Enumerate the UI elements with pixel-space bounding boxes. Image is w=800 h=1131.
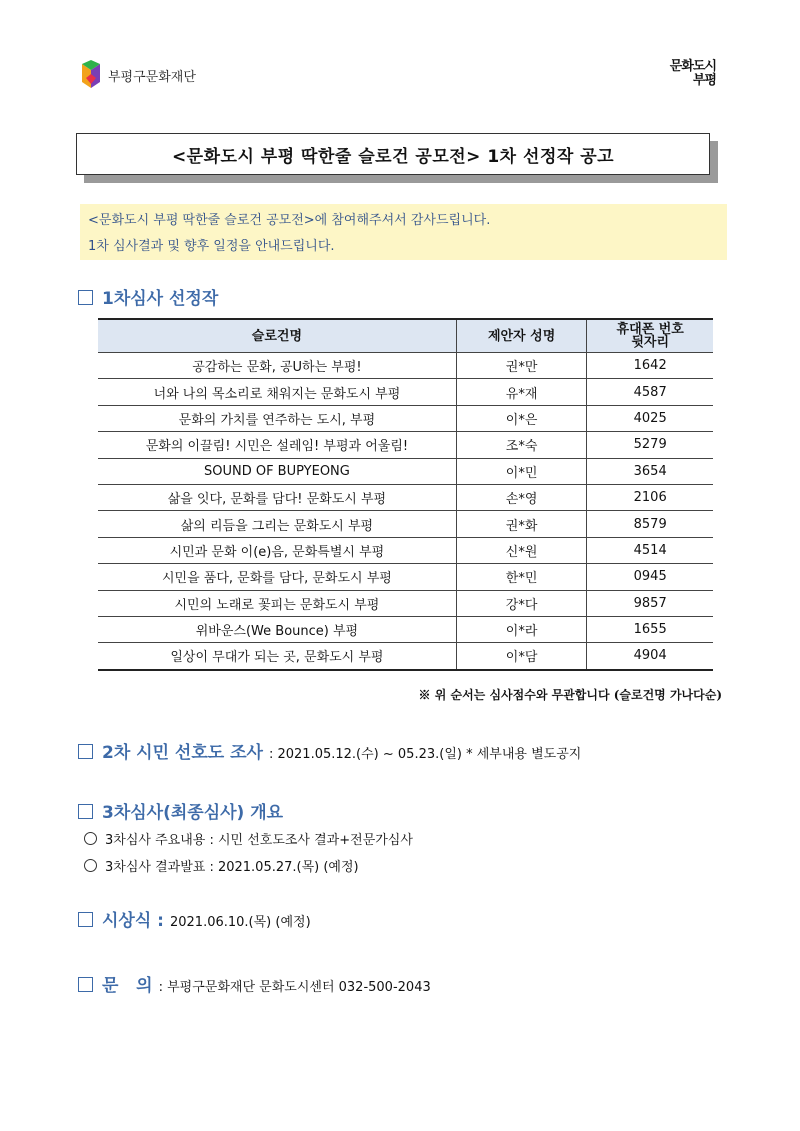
section-3-bullet-2 <box>84 856 359 875</box>
proposer-cell: 권*화 <box>456 511 587 537</box>
section-2-detail: : 2021.05.12.(수) ~ 05.23.(일) * 세부내용 별도공지 <box>268 747 582 762</box>
header-proposer: 제안자 성명 <box>456 319 587 353</box>
proposer-cell: 조*숙 <box>456 432 587 458</box>
intro-line-1: <문화도시 부평 딱한줄 슬로건 공모전>에 참여해주셔서 감사드립니다. <box>88 213 491 228</box>
phone-cell: 9857 <box>587 590 713 616</box>
city-logo-top: 문화도시 <box>669 59 716 74</box>
section-2-heading <box>78 738 581 763</box>
slogan-cell: 일상이 무대가 되는 곳, 문화도시 부평 <box>98 643 456 670</box>
slogan-cell: 시민과 문화 이(e)음, 문화특별시 부평 <box>98 537 456 563</box>
proposer-cell: 손*영 <box>456 484 587 510</box>
proposer-cell: 유*재 <box>456 379 587 405</box>
section-4-title: 시상식 : <box>102 911 164 931</box>
section-5-detail: : 부평구문화재단 문화도시센터 032-500-2043 <box>158 980 431 995</box>
slogan-cell: 시민의 노래로 꽃피는 문화도시 부평 <box>98 590 456 616</box>
slogan-cell: 위바운스(We Bounce) 부평 <box>98 616 456 642</box>
bullet-text: 3차심사 주요내용 : 시민 선호도조사 결과+전문가심사 <box>105 833 413 848</box>
circle-bullet-icon <box>84 859 97 872</box>
table-row <box>98 590 713 616</box>
table-row <box>98 484 713 510</box>
circle-bullet-icon <box>84 832 97 845</box>
phone-cell: 1655 <box>587 616 713 642</box>
title-banner <box>76 133 710 175</box>
proposer-cell: 이*민 <box>456 458 587 484</box>
header-slogan: 슬로건명 <box>98 319 456 353</box>
section-5-heading <box>78 971 431 996</box>
checkbox-square-icon <box>78 744 93 759</box>
slogan-cell: 공감하는 문화, 공U하는 부평! <box>98 353 456 379</box>
phone-cell: 5279 <box>587 432 713 458</box>
order-note: ※ 위 순서는 심사점수와 무관합니다 (슬로건명 가나다순) <box>418 688 722 702</box>
table-row <box>98 537 713 563</box>
proposer-cell: 한*민 <box>456 564 587 590</box>
checkbox-square-icon <box>78 912 93 927</box>
slogan-table <box>98 318 713 671</box>
slogan-cell: 삶의 리듬을 그리는 문화도시 부평 <box>98 511 456 537</box>
slogan-cell: 문화의 이끌림! 시민은 설레임! 부평과 어울림! <box>98 432 456 458</box>
section-3-title: 3차심사(최종심사) 개요 <box>102 803 284 823</box>
checkbox-square-icon <box>78 804 93 819</box>
org-name: 부평구문화재단 <box>108 69 196 85</box>
proposer-cell: 이*라 <box>456 616 587 642</box>
foundation-logo <box>80 60 196 90</box>
phone-cell: 4587 <box>587 379 713 405</box>
proposer-cell: 강*다 <box>456 590 587 616</box>
table-row <box>98 511 713 537</box>
phone-cell: 4514 <box>587 537 713 563</box>
section-4-heading <box>78 906 311 931</box>
slogan-cell: SOUND OF BUPYEONG <box>98 458 456 484</box>
section-4-detail: 2021.06.10.(목) (예정) <box>169 915 311 930</box>
checkbox-square-icon <box>78 290 93 305</box>
section-1-heading <box>78 284 218 309</box>
slogan-cell: 너와 나의 목소리로 채워지는 문화도시 부평 <box>98 379 456 405</box>
city-logo <box>670 60 716 88</box>
table-row <box>98 405 713 431</box>
table-row <box>98 643 713 670</box>
header-phone <box>587 319 713 353</box>
phone-cell: 4904 <box>587 643 713 670</box>
table-row <box>98 616 713 642</box>
table-row <box>98 458 713 484</box>
section-2-title: 2차 시민 선호도 조사 <box>102 743 263 763</box>
intro-box <box>80 204 727 260</box>
section-5-title: 문 의 <box>102 976 153 996</box>
page-title: <문화도시 부평 딱한줄 슬로건 공모전> 1차 선정작 공고 <box>76 133 710 175</box>
header-phone-line-1: 휴대폰 번호 <box>616 322 684 337</box>
proposer-cell: 신*원 <box>456 537 587 563</box>
slogan-cell: 삶을 잇다, 문화를 담다! 문화도시 부평 <box>98 484 456 510</box>
foundation-logo-icon <box>80 60 102 90</box>
phone-cell: 8579 <box>587 511 713 537</box>
proposer-cell: 권*만 <box>456 353 587 379</box>
section-1-title: 1차심사 선정작 <box>102 289 219 309</box>
phone-cell: 1642 <box>587 353 713 379</box>
city-logo-bottom: 부평 <box>692 73 716 88</box>
proposer-cell: 이*은 <box>456 405 587 431</box>
phone-cell: 4025 <box>587 405 713 431</box>
bullet-text: 3차심사 결과발표 : 2021.05.27.(목) (예정) <box>105 860 359 875</box>
slogan-cell: 문화의 가치를 연주하는 도시, 부평 <box>98 405 456 431</box>
section-3-bullet-1 <box>84 829 413 848</box>
proposer-cell: 이*담 <box>456 643 587 670</box>
intro-line-2: 1차 심사결과 및 향후 일정을 안내드립니다. <box>88 239 335 254</box>
table-row <box>98 564 713 590</box>
table-row <box>98 353 713 379</box>
table-row <box>98 432 713 458</box>
checkbox-square-icon <box>78 977 93 992</box>
phone-cell: 0945 <box>587 564 713 590</box>
phone-cell: 2106 <box>587 484 713 510</box>
slogan-cell: 시민을 품다, 문화를 담다, 문화도시 부평 <box>98 564 456 590</box>
section-3-heading <box>78 798 283 823</box>
phone-cell: 3654 <box>587 458 713 484</box>
table-header-row <box>98 319 713 353</box>
header-phone-line-2: 뒷자리 <box>631 335 670 350</box>
table-row <box>98 379 713 405</box>
